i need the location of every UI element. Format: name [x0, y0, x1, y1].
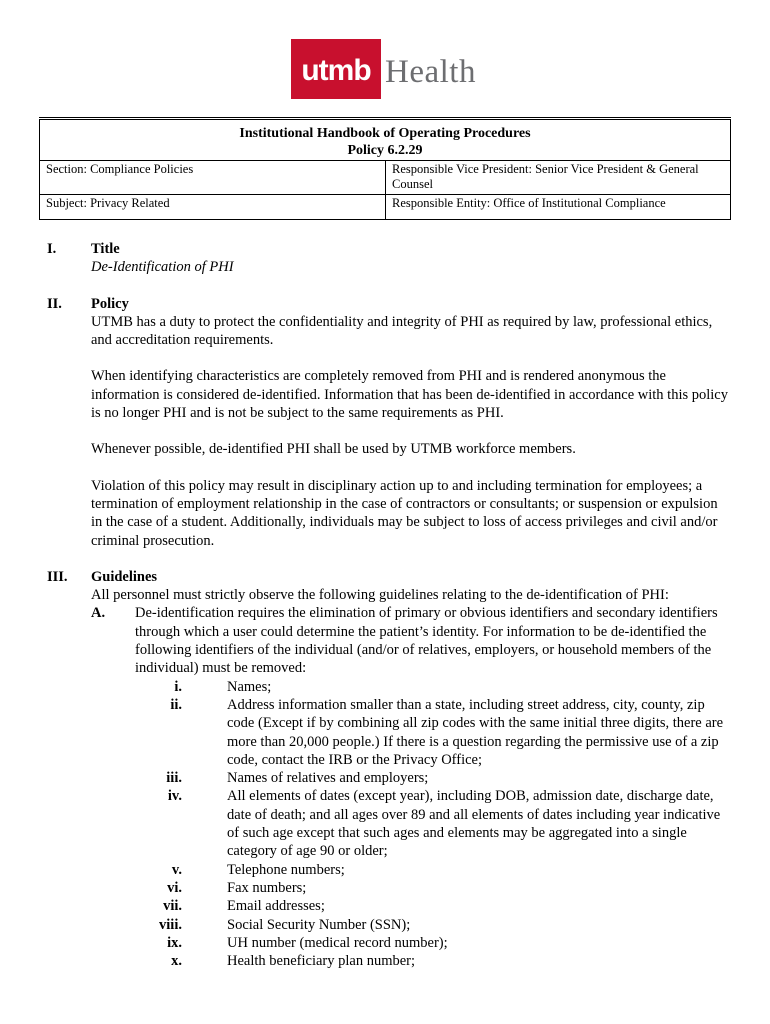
- header-row-2: [40, 194, 730, 219]
- section-number: I.: [47, 241, 57, 257]
- section-cell: Section: Compliance Policies: [40, 161, 386, 194]
- section-heading: Policy: [91, 295, 129, 312]
- item-text: All elements of dates (except year), including DOB, admission date, discharge date, date of death; and all ages over 89 and all elements of dates including year indicative of such age except that such ages and elements may be aggregated into a single category of age 90 or older;: [227, 788, 721, 860]
- document-body: [47, 240, 731, 970]
- item-number: x.: [171, 953, 182, 970]
- list-item: [135, 934, 731, 952]
- guideline-letter: A.: [91, 605, 106, 622]
- guideline-a-text: De-identification requires the elimination of primary or obvious identifiers and secondary identifiers through which a user could determine the patient’s identity. For information to be de-identified the following identifiers of the individual (and/or of relatives, employers, or household members of the individual) must be removed:: [135, 605, 718, 677]
- item-number: iii.: [166, 770, 182, 787]
- item-text: Names of relatives and employers;: [227, 770, 429, 787]
- entity-cell: Responsible Entity: Office of Institutional Compliance: [392, 196, 666, 210]
- policy-paragraph: Violation of this policy may result in disciplinary action up to and including termination for employees; a termination of employment relationship in the case of contractors or consultants; or suspension or expulsion in the case of a student. Additionally, individuals may be subject to loss of access privileges and civil and/or criminal prosecution.: [91, 477, 718, 549]
- subject-cell: Subject: Privacy Related: [40, 195, 386, 219]
- policy-number: Policy 6.2.29: [347, 143, 423, 158]
- handbook-title: Institutional Handbook of Operating Procedures: [239, 126, 531, 141]
- vice-president-cell: Responsible Vice President: Senior Vice President & General Counsel: [392, 162, 699, 191]
- policy-paragraph: When identifying characteristics are completely removed from PHI and is rendered anonymous the information is considered de-identified. Information that has been de-identified in accordance with this policy is no longer PHI and is not be subject to the same requirements as PHI.: [91, 368, 728, 422]
- policy-paragraph: Whenever possible, de-identified PHI shall be used by UTMB workforce members.: [91, 441, 576, 458]
- policy-header-table: [39, 119, 731, 220]
- item-text: UH number (medical record number);: [227, 934, 448, 951]
- section-number: II.: [47, 295, 62, 312]
- item-number: iv.: [167, 788, 182, 805]
- list-item: [135, 769, 731, 787]
- item-number: i.: [174, 678, 182, 695]
- header-top-rule: [39, 117, 731, 118]
- header-row-1: [40, 160, 730, 194]
- item-number: vii.: [163, 898, 182, 915]
- list-item: [135, 678, 731, 696]
- list-item: [135, 787, 731, 860]
- document-title: De-Identification of PHI: [91, 259, 234, 276]
- section-heading: Title: [91, 241, 120, 257]
- item-text: Social Security Number (SSN);: [227, 916, 411, 933]
- item-text: Telephone numbers;: [227, 861, 345, 878]
- item-number: viii.: [159, 916, 182, 933]
- item-number: vi.: [167, 879, 182, 896]
- logo-mark: utmb: [291, 39, 381, 99]
- item-text: Fax numbers;: [227, 879, 307, 896]
- list-item: [135, 897, 731, 915]
- guidelines-intro: All personnel must strictly observe the following guidelines relating to the de-identification of PHI:: [91, 587, 669, 604]
- section-policy: [47, 295, 731, 550]
- section-number: III.: [47, 568, 68, 585]
- item-text: Address information smaller than a state, including street address, city, county, zip code (Except if by combining all zip codes with the same initial three digits, there are more than 20,000 people.) If there is a question regarding the permissive use of a zip code, contact the IRB or the Privacy Office;: [227, 696, 724, 768]
- section-guidelines: [47, 568, 731, 971]
- section-heading: Guidelines: [91, 568, 158, 585]
- logo-word: Health: [385, 53, 476, 90]
- guideline-a: [91, 604, 731, 970]
- item-text: Email addresses;: [227, 898, 325, 915]
- item-number: ii.: [170, 696, 182, 713]
- policy-paragraph: UTMB has a duty to protect the confidentiality and integrity of PHI as required by law, professional ethics, and accreditation requirements.: [91, 313, 713, 349]
- list-item: [135, 861, 731, 879]
- item-number: v.: [171, 861, 182, 878]
- item-text: Names;: [227, 678, 272, 695]
- list-item: [135, 952, 731, 970]
- utmb-health-logo: [291, 39, 476, 99]
- list-item: [135, 696, 731, 769]
- section-title: [47, 240, 731, 277]
- item-number: ix.: [167, 934, 182, 951]
- list-item: [135, 879, 731, 897]
- list-item: [135, 916, 731, 934]
- item-text: Health beneficiary plan number;: [227, 953, 416, 970]
- identifier-list: [135, 678, 731, 971]
